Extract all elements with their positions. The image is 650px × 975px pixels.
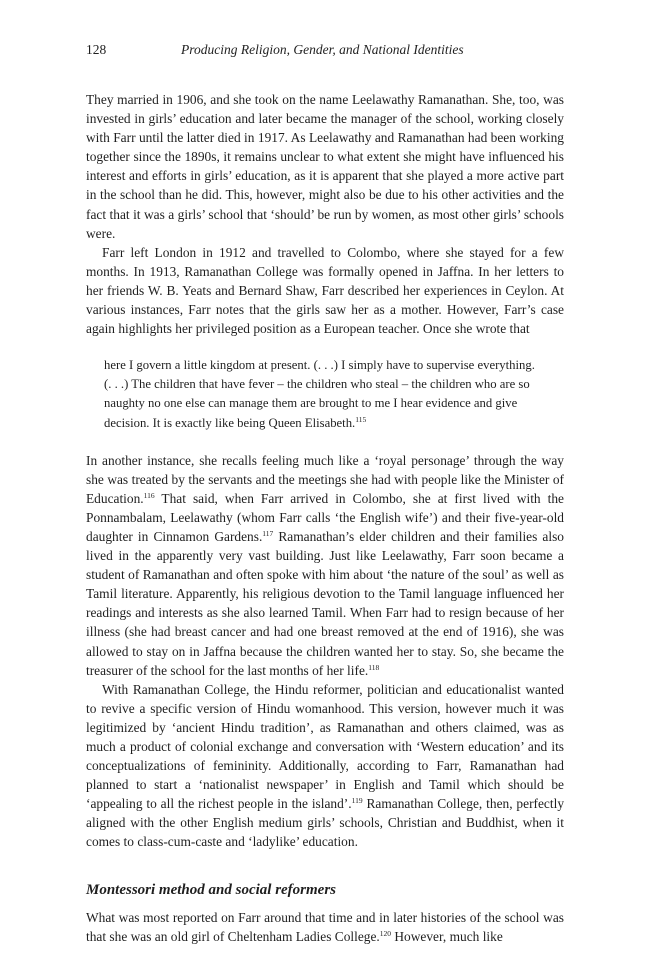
footnote-ref: 119 (351, 796, 363, 806)
section-heading: Montessori method and social reformers (86, 881, 337, 898)
footnote-ref: 117 (262, 528, 274, 538)
paragraph: What was most reported on Farr around that time and in later histories of the school was that she was an old girl of Cheltenham Ladies College.$^{120}$ However, much like (86, 909, 564, 944)
footnote-ref: 116 (143, 490, 155, 500)
body-text (86, 90, 564, 946)
footnote-ref: 120 (379, 928, 392, 938)
block-quote (104, 356, 544, 432)
page-number: 128 (86, 42, 107, 57)
quote-text: here I govern a little kingdom at present. (. . .) I simply have to supervise everything. (. . .) The children that have fever – the children who steal – the children who are so naughty no one else can manage them are brought to me I hear evidence and give decision. It is exactly like being Queen Elisabeth.$^{115}$ (104, 358, 535, 430)
paragraph: In another instance, she recalls feeling much like a ‘royal personage’ through the way she was treated by the servants and the meetings she had with people like the Minister of Education.$^{116}$ That said, when Farr arrived in Colombo, she at first lived with the Ponnambalam, Leelawathy (whom Farr calls ‘the English wife’) and their five-year-old daughter in Cinnamon Gardens.$^{117}$ Ramanathan’s elder children and their families also lived in the apparently very vast building. Just like Leelawathy, Farr soon became a student of Ramanathan and often spoke with him about ‘the nature of the soul’ as well as Tamil literature. Apparently, his religious devotion to the Tamil language influenced her readings and interests as she also learned Tamil. When Farr had to resign because of her illness (she had breast cancer and had one breast removed at the end of 1916), she was allowed to stay on in Jaffna because the children wanted her to stay. So, she became the treasurer of the school for the last months of her life.$^{118}$ (86, 452, 564, 678)
footnote-ref: 115 (355, 414, 367, 424)
page-header (86, 42, 564, 64)
running-title: Producing Religion, Gender, and National Identities (181, 42, 464, 57)
paragraph: With Ramanathan College, the Hindu reformer, politician and educationalist wanted to revive a specific version of Hindu womanhood. This version, however much it was legitimized by ‘ancient Hindu tradition’, as Ramanathan and others claimed, was as much a product of colonial exchange and conversation with ‘Western education’ and its conceptualizations of femininity. Additionally, according to Farr, Ramanathan had planned to start a ‘nationalist newspaper’ in English and Tamil which should be ‘appealing to all the richest people in the island’.$^{119}$ Ramanathan College, then, perfectly aligned with the other English medium girls’ schools, Christian and Buddhist, when it comes to class-cum-caste and ‘ladylike’ education. (86, 681, 565, 850)
paragraph: They married in 1906, and she took on the name Leelawathy Ramanathan. She, too, was invested in girls’ education and later became the manager of the school, working closely with Farr until the latter died in 1917. As Leelawathy and Ramanathan had been working together since the 1890s, it remains unclear to what extent she might have influenced his interest and efforts in girls’ education, as it is apparent that she played a more active part in the school than he did. This, however, might also be due to his other activities and the fact that it was a girls’ school that ‘should’ be run by women, as most other girls’ schools were. (86, 92, 564, 241)
paragraph: Farr left London in 1912 and travelled to Colombo, where she stayed for a few months. In 1913, Ramanathan College was formally opened in Jaffna. In her letters to her friends W. B. Yeats and Bernard Shaw, Farr described her experiences in Ceylon. At various instances, Farr notes that the girls saw her as a mother. However, Farr’s case again highlights her privileged position as a European teacher. Once she wrote that (86, 244, 564, 337)
footnote-ref: 118 (368, 662, 380, 672)
